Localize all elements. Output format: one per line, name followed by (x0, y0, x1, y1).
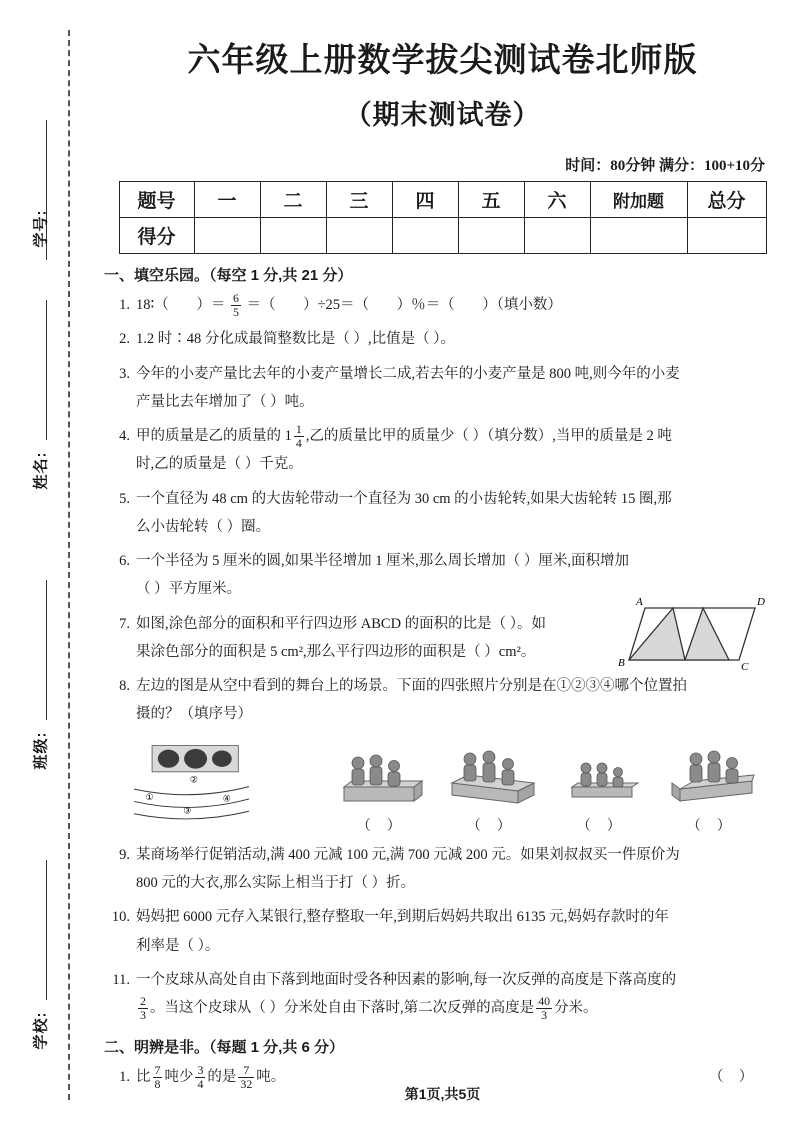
q-text-seg: ,乙的质量比甲的质量少（ ）（填分数）,当甲的质量是 2 吨 (305, 428, 672, 445)
question-1-1 (104, 291, 767, 319)
question-1-9 (104, 841, 767, 898)
q-text-seg: 吨少 (164, 1069, 194, 1086)
question-text (136, 903, 767, 960)
question-number: 6. (119, 553, 130, 570)
q-line: 某商场举行促销活动,满 400 元减 100 元,满 700 元减 200 元。如果刘叔叔买一件原价为 (136, 846, 680, 863)
score-cell[interactable] (458, 218, 524, 254)
q-line: 摄的？（填序号） (136, 706, 252, 723)
q-text-seg: 甲的质量是乙的质量的 1 (136, 428, 292, 445)
section-heading-fill-blank: 一、填空乐园。（每空 1 分,共 21 分） (104, 267, 353, 284)
question-1-3 (104, 360, 767, 417)
score-table-row-label: 题号 (119, 182, 194, 218)
fraction-denominator: 8 (154, 1076, 161, 1091)
fraction-denominator: 4 (197, 1076, 204, 1091)
q-line: 800 元的大衣,那么实际上相当于打（ ）折。 (136, 874, 416, 891)
fraction-denominator: 3 (541, 1007, 548, 1022)
photo-option-3[interactable] (547, 737, 657, 835)
photo-answer-blank[interactable]: （ ） (686, 818, 738, 834)
score-table-col-5: 五 (458, 182, 524, 218)
fraction-denominator: 3 (140, 1007, 146, 1022)
question-1-8 (104, 672, 767, 729)
question-number: 10. (111, 909, 130, 926)
true-false-answer-blank[interactable]: （ ） (708, 1069, 759, 1086)
q-line: 一个半径为 5 厘米的圆,如果半径增加 1 厘米,那么周长增加（ ）厘米,面积增加 (136, 553, 629, 570)
exam-meta: 时间：80分钟 满分：100+10分 (565, 158, 765, 174)
photo-answer-blank[interactable]: （ ） (576, 818, 628, 834)
fraction-two-thirds (138, 995, 148, 1022)
fraction-numerator: 3 (197, 1063, 204, 1078)
photo-option-4[interactable] (657, 737, 767, 835)
score-table-col-3: 三 (326, 182, 392, 218)
aerial-seat-label-1: ① (145, 791, 154, 802)
exam-page (92, 0, 793, 1122)
q-line: 利率是（ ）。 (136, 937, 220, 954)
exam-content (92, 264, 793, 1092)
q-line: 左边的图是从空中看到的舞台上的场景。下面的四张照片分别是在①②③④哪个位置拍 (136, 678, 687, 695)
margin-label-school: 学校: (32, 1011, 50, 1050)
fraction-denominator: 5 (232, 304, 239, 319)
fraction-numerator: 6 (232, 290, 239, 305)
question-number: 1. (119, 297, 130, 313)
fraction-one-quarter (294, 423, 304, 450)
q-text-seg: 。当这个皮球从（ ）分米处自由下落时,第二次反弹的高度是 (149, 1000, 535, 1017)
question-1-11 (104, 966, 767, 1023)
stage-position-figures (134, 735, 767, 835)
margin-label-class: 班级: (32, 731, 50, 770)
margin-rule (46, 580, 47, 720)
question-text (136, 422, 767, 479)
score-table-row-label-score: 得分 (119, 218, 194, 254)
score-table-col-1: 一 (194, 182, 260, 218)
aerial-stage-diagram (134, 735, 327, 835)
fraction-numerator: 2 (140, 993, 146, 1008)
table-row (119, 218, 766, 254)
q-line: 如图,涂色部分的面积和平行四边形 ABCD 的面积的比是（ ）。如 (136, 615, 547, 632)
question-text (136, 672, 767, 729)
score-table (119, 181, 767, 254)
score-table-col-4: 四 (392, 182, 458, 218)
fraction-numerator: 7 (154, 1063, 161, 1078)
photo-far-view-icon (556, 737, 648, 809)
score-cell[interactable] (392, 218, 458, 254)
question-text (136, 325, 767, 353)
q-line: 产量比去年增加了（ ）吨。 (136, 393, 314, 410)
score-cell[interactable] (524, 218, 590, 254)
score-cell[interactable] (260, 218, 326, 254)
score-cell[interactable] (687, 218, 766, 254)
margin-rule (46, 300, 47, 440)
question-1-4 (104, 422, 767, 479)
q-text-seg: 的是 (207, 1069, 237, 1086)
fraction-denominator: 32 (240, 1076, 253, 1091)
fraction-six-fifths (231, 292, 241, 319)
question-text (136, 291, 767, 319)
question-number: 4. (119, 428, 130, 445)
question-text (136, 841, 767, 898)
margin-rule (46, 860, 47, 1000)
score-cell[interactable] (590, 218, 687, 254)
fraction-forty-thirds (536, 995, 552, 1022)
question-number: 9. (119, 846, 130, 863)
question-text (136, 966, 767, 1023)
question-number: 8. (119, 678, 130, 695)
page-title: 六年级上册数学拔尖测试卷北师版 (187, 43, 698, 79)
score-table-col-total: 总分 (687, 182, 766, 218)
q-text-seg: 分米。 (554, 1000, 598, 1017)
q-line: 1.2 时∶48 分化成最简整数比是（ ）,比值是（ ）。 (136, 331, 455, 348)
q-text-seg: ）＝ (196, 297, 226, 313)
question-1-2 (104, 325, 767, 353)
q-line: 时,乙的质量是（ ）千克。 (136, 456, 303, 473)
q-text-seg: 比 (136, 1069, 151, 1086)
score-table-col-6: 六 (524, 182, 590, 218)
photo-front-view-icon (336, 737, 428, 809)
page-footer: 第1页,共5页 (404, 1086, 481, 1102)
q-line: 妈妈把 6000 元存入某银行,整存整取一年,到期后妈妈共取出 6135 元,妈妈存款时的年 (136, 909, 669, 926)
photo-right-angle-view-icon (666, 737, 758, 809)
section-heading-true-false: 二、明辨是非。（每题 1 分,共 6 分） (104, 1039, 345, 1057)
fraction-numerator: 1 (295, 421, 302, 436)
photo-answer-blank[interactable]: （ ） (356, 818, 408, 834)
fraction-numerator: 40 (538, 993, 551, 1008)
vertex-label-d: D (757, 595, 765, 608)
q-text-seg: ＝（ (246, 297, 276, 313)
q-line: 今年的小麦产量比去年的小麦产量增长二成,若去年的小麦产量是 800 吨,则今年的小麦 (136, 365, 680, 382)
score-cell[interactable] (326, 218, 392, 254)
question-number: 11. (112, 971, 130, 988)
question-text (136, 360, 767, 417)
vertex-label-c: C (741, 660, 749, 672)
q-line: 一个皮球从高处自由下落到地面时受各种因素的影响,每一次反弹的高度是下落高度的 (136, 971, 677, 988)
question-number: 3. (119, 365, 130, 382)
aerial-stage-label: ② (189, 774, 198, 785)
q-text-seg: 18∶（ (136, 297, 169, 313)
q-line: 果涂色部分的面积是 5 cm²,那么平行四边形的面积是（ ）cm²。 (136, 643, 536, 660)
vertex-label-a: A (636, 595, 643, 608)
page-subtitle: （期末测试卷） (344, 100, 541, 130)
answer-sheet-margin (0, 0, 92, 1122)
margin-label-student-id: 学号: (32, 209, 50, 248)
question-1-7 (104, 595, 767, 672)
question-number: 7. (119, 615, 130, 632)
q-text-seg: ）％＝（ (396, 297, 455, 313)
q-line: 一个直径为 48 cm 的大齿轮带动一个直径为 30 cm 的小齿轮转,如果大齿轮转 15 圈,那 (136, 490, 672, 507)
aerial-seat-label-4: ④ (222, 793, 231, 804)
cut-line (68, 30, 70, 1100)
question-number: 1. (119, 1069, 130, 1086)
q-line: （ ）平方厘米。 (136, 581, 242, 598)
photo-left-angle-view-icon (446, 737, 538, 809)
margin-label-name: 姓名: (32, 451, 50, 490)
question-text (136, 610, 626, 667)
score-table-col-bonus: 附加题 (590, 182, 687, 218)
photo-option-1[interactable] (327, 737, 437, 835)
q-line: 么小齿轮转（ ）圈。 (136, 518, 271, 535)
photo-option-2[interactable] (437, 737, 547, 835)
vertex-label-b: B (618, 656, 625, 669)
question-1-10 (104, 903, 767, 960)
table-row (119, 182, 766, 218)
photo-options (327, 735, 767, 835)
fraction-denominator: 4 (295, 435, 302, 450)
score-cell[interactable] (194, 218, 260, 254)
question-number: 5. (119, 490, 130, 507)
q-text-seg: 吨。 (256, 1069, 286, 1086)
fraction-numerator: 7 (238, 1064, 254, 1078)
q-text-seg: ）÷25＝（ (303, 297, 370, 313)
aerial-seat-label-3: ③ (183, 805, 192, 816)
parallelogram-abcd-figure (617, 594, 767, 672)
question-text (136, 485, 767, 542)
question-number: 2. (119, 331, 130, 348)
photo-answer-blank[interactable]: （ ） (466, 818, 518, 834)
q-text-seg: ）（填小数） (482, 297, 562, 313)
score-table-col-2: 二 (260, 182, 326, 218)
question-1-5 (104, 485, 767, 542)
